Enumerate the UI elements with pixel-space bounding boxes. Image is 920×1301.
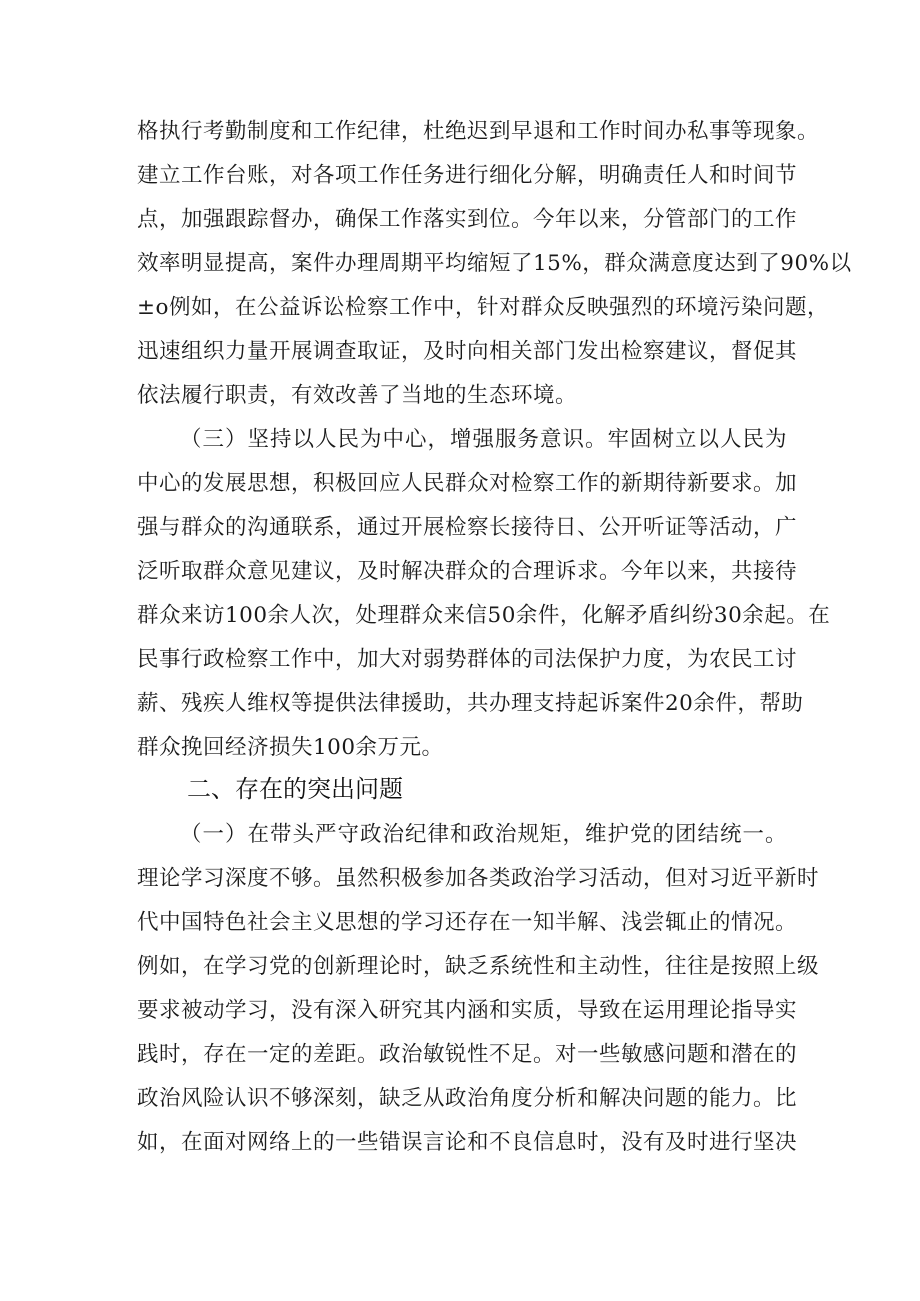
paragraph-line: 理论学习深度不够。虽然积极参加各类政治学习活动，但对习近平新时 — [137, 866, 820, 891]
paragraph-line: 点，加强跟踪督办，确保工作落实到位。今年以来，分管部门的工作 — [137, 207, 798, 232]
paragraph-line: 强与群众的沟通联系，通过开展检察长接待日、公开听证等活动，广 — [137, 515, 798, 540]
paragraph-line: 建立工作台账，对各项工作任务进行细化分解，明确责任人和时间节 — [137, 163, 798, 188]
paragraph-line: 代中国特色社会主义思想的学习还存在一知半解、浅尝辄止的情况。 — [137, 910, 798, 935]
paragraph-line: 践时，存在一定的差距。政治敏锐性不足。对一些敏感问题和潜在的 — [137, 1042, 798, 1067]
paragraph-work-discipline — [137, 110, 852, 418]
paragraph-line: 政治风险认识不够深刻，缺乏从政治角度分析和解决问题的能力。比 — [137, 1086, 798, 1111]
paragraph-line: 格执行考勤制度和工作纪律，杜绝迟到早退和工作时间办私事等现象。 — [137, 119, 820, 144]
paragraph-line: 中心的发展思想，积极回应人民群众对检察工作的新期待新要求。加 — [137, 471, 798, 496]
paragraph-line: 群众挽回经济损失100余万元。 — [137, 735, 444, 760]
paragraph-line: 民事行政检察工作中，加大对弱势群体的司法保护力度，为农民工讨 — [137, 647, 798, 672]
paragraph-line: 如，在面对网络上的一些错误言论和不良信息时，没有及时进行坚决 — [137, 1130, 798, 1155]
section-heading: 二、存在的突出问题 — [187, 775, 403, 803]
paragraph-line: （三）坚持以人民为中心，增强服务意识。牢固树立以人民为 — [180, 427, 787, 452]
paragraph-line: 效率明显提高，案件办理周期平均缩短了15%，群众满意度达到了90%以 — [137, 251, 852, 276]
paragraph-line: 迅速组织力量开展调查取证，及时向相关部门发出检察建议，督促其 — [137, 339, 798, 364]
paragraph-line: 薪、残疾人维权等提供法律援助，共办理支持起诉案件20余件，帮助 — [137, 691, 804, 716]
paragraph-political-discipline — [137, 813, 820, 1165]
paragraph-line: ±o例如，在公益诉讼检察工作中，针对群众反映强烈的环境污染问题， — [137, 295, 829, 320]
paragraph-line: 依法履行职责，有效改善了当地的生态环境。 — [137, 383, 578, 408]
paragraph-line: （一）在带头严守政治纪律和政治规矩，维护党的团结统一。 — [180, 822, 787, 847]
paragraph-line: 例如，在学习党的创新理论时，缺乏系统性和主动性，往往是按照上级 — [137, 954, 820, 979]
paragraph-line: 要求被动学习，没有深入研究其内涵和实质，导致在运用理论指导实 — [137, 998, 798, 1023]
paragraph-line: 泛听取群众意见建议，及时解决群众的合理诉求。今年以来，共接待 — [137, 559, 798, 584]
paragraph-people-centered — [137, 418, 831, 770]
paragraph-line: 群众来访100余人次，处理群众来信50余件，化解矛盾纠纷30余起。在 — [137, 603, 831, 628]
